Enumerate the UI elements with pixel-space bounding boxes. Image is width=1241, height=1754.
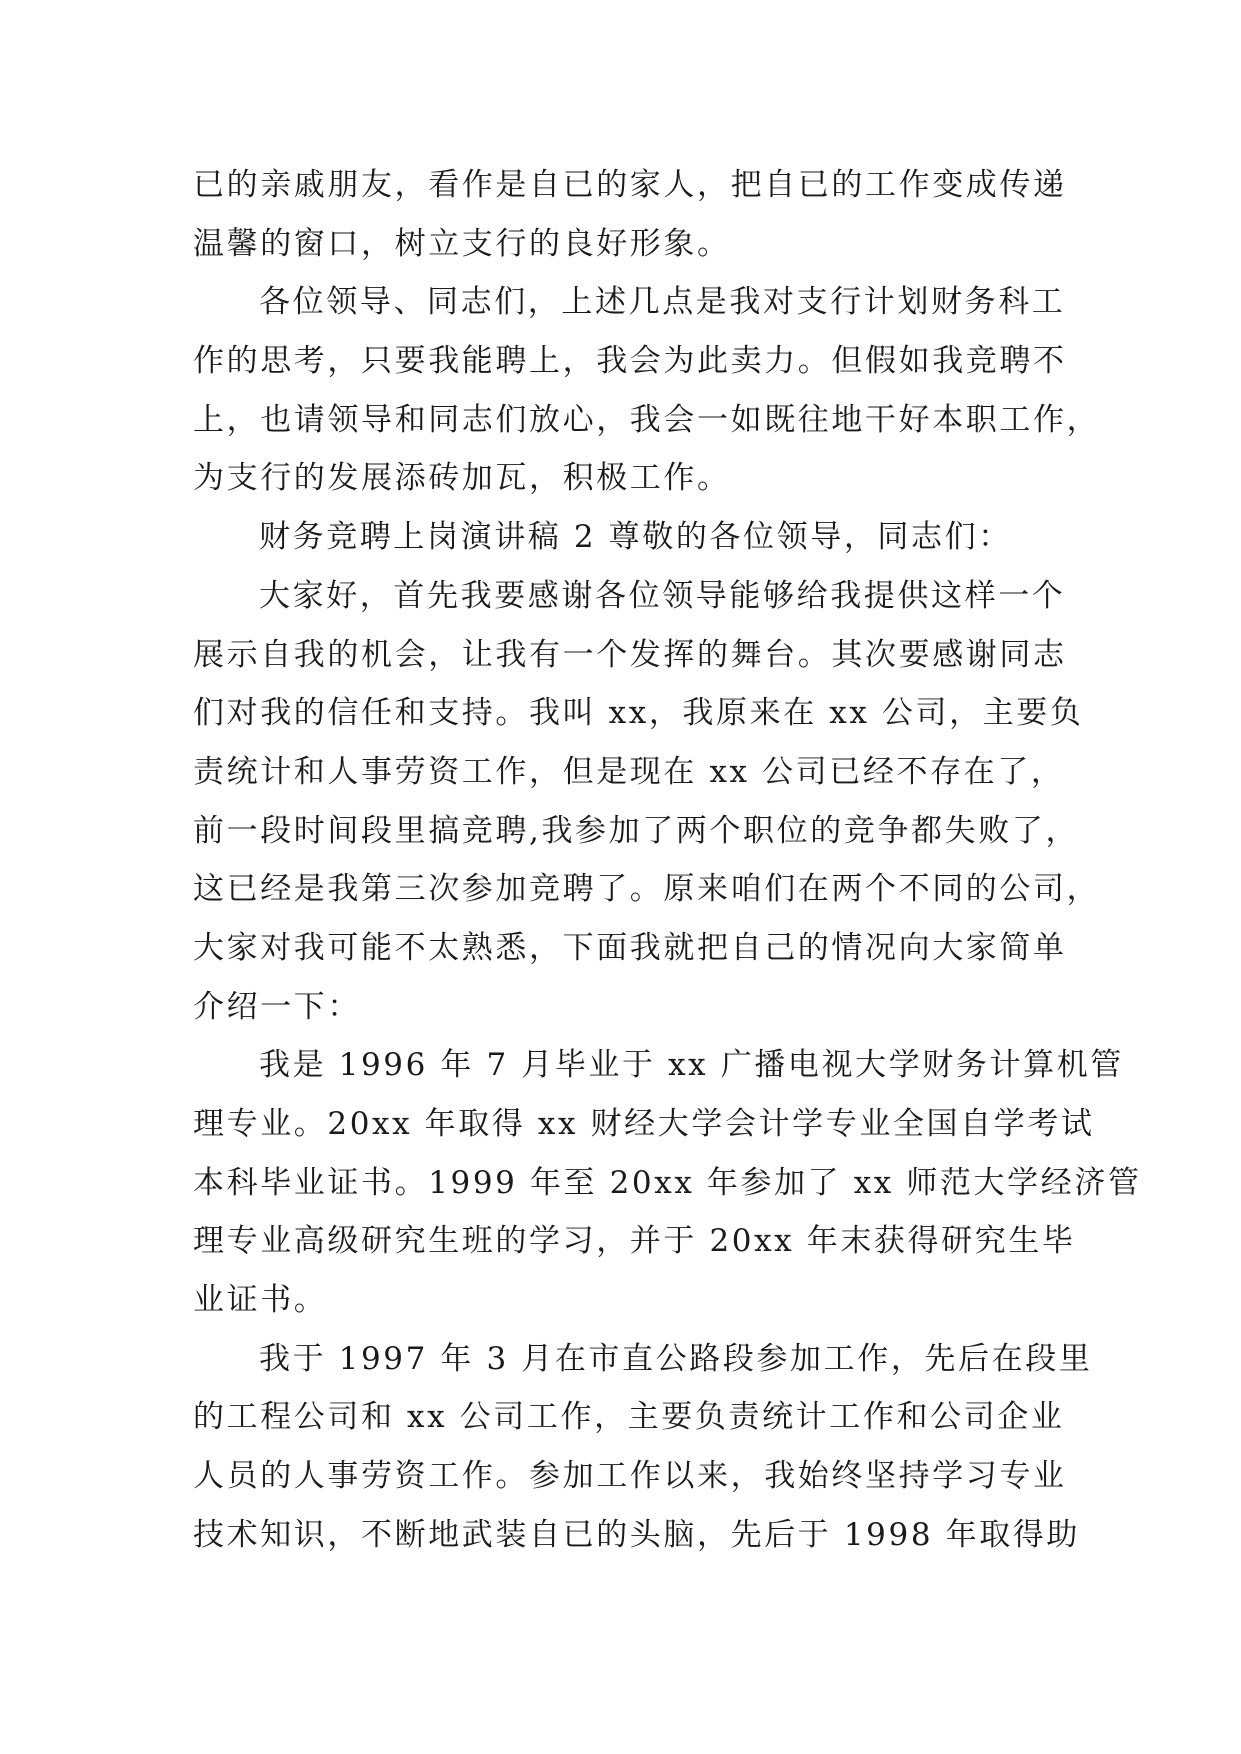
text-line: 温馨的窗口，树立支行的良好形象。	[193, 225, 731, 262]
paragraph-start-line: 我是 1996 年 7 月毕业于 xx 广播电视大学财务计算机管	[259, 1047, 1124, 1084]
text-line: 们对我的信任和支持。我叫 xx，我原来在 xx 公司，主要负	[193, 695, 1084, 732]
text-line: 本科毕业证书。1999 年至 20xx 年参加了 xx 师范大学经济管	[193, 1164, 1142, 1201]
text-line: 的工程公司和 xx 公司工作，主要负责统计工作和公司企业	[193, 1399, 1065, 1436]
document-body	[193, 162, 1142, 1571]
text-line: 已的亲戚朋友，看作是自已的家人，把自已的工作变成传递	[193, 167, 1067, 203]
text-line: 业证书。	[193, 1282, 328, 1319]
text-line: 技术知识，不断地武装自已的头脑，先后于 1998 年取得助	[193, 1516, 1080, 1553]
text-line: 上，也请领导和同志们放心，我会一如既往地干好本职工作，	[193, 401, 1101, 438]
text-line: 大家对我可能不太熟悉，下面我就把自己的情况向大家简单	[193, 929, 1067, 966]
text-line: 介绍一下：	[193, 988, 361, 1025]
text-line: 作的思考，只要我能聘上，我会为此卖力。但假如我竞聘不	[193, 343, 1067, 380]
paragraph-start-line: 我于 1997 年 3 月在市直公路段参加工作，先后在段里	[259, 1340, 1093, 1377]
text-line: 理专业。20xx 年取得 xx 财经大学会计学专业全国自学考试	[193, 1106, 1095, 1142]
text-line: 人员的人事劳资工作。参加工作以来，我始终坚持学习专业	[193, 1458, 1067, 1495]
paragraph-start-line: 大家好，首先我要感谢各位领导能够给我提供这样一个	[259, 577, 1066, 614]
paragraph-start-line: 财务竞聘上岗演讲稿 2 尊敬的各位领导，同志们：	[259, 519, 1012, 556]
text-line: 前一段时间段里搞竞聘,我参加了两个职位的竞争都失败了，	[193, 812, 1080, 849]
text-line: 责统计和人事劳资工作，但是现在 xx 公司已经不存在了，	[193, 753, 1065, 790]
paragraph-start-line: 各位领导、同志们，上述几点是我对支行计划财务科工	[259, 284, 1066, 321]
text-line: 理专业高级研究生班的学习，并于 20xx 年末获得研究生毕	[193, 1223, 1076, 1260]
text-line: 展示自我的机会，让我有一个发挥的舞台。其次要感谢同志	[193, 636, 1067, 673]
text-line: 这已经是我第三次参加竞聘了。原来咱们在两个不同的公司，	[193, 871, 1101, 908]
text-line: 为支行的发展添砖加瓦，积极工作。	[193, 460, 731, 497]
